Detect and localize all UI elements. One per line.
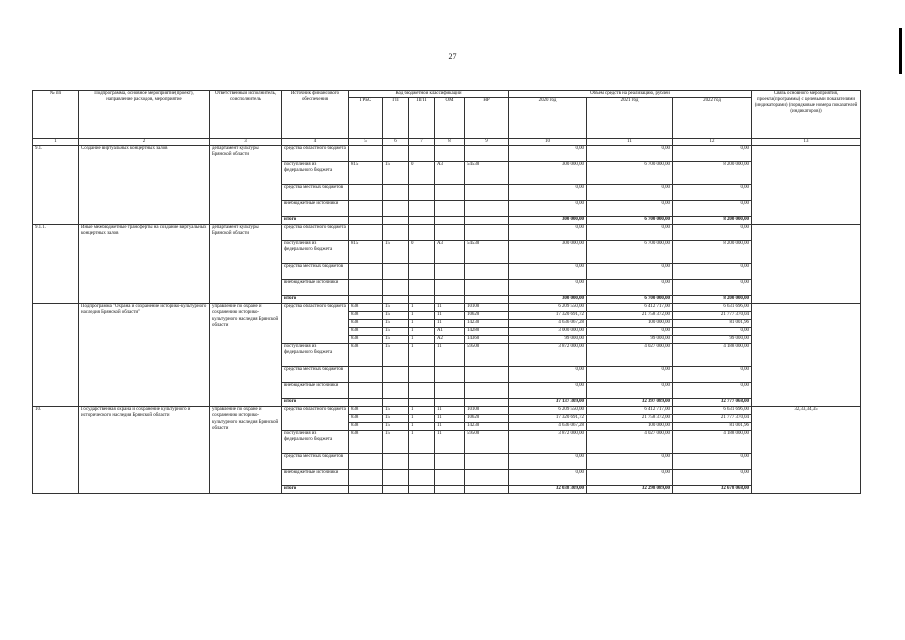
code-nr [465, 264, 509, 280]
value-2020: 32 038 309,00 [509, 486, 587, 494]
code-om: 11 [435, 407, 465, 415]
code-nr [465, 280, 509, 296]
column-number-row [33, 139, 861, 146]
code-gp [383, 264, 409, 280]
column-number: 10 [509, 139, 587, 146]
code-pgp: 1 [409, 423, 435, 431]
value-2021: 100 000,00 [587, 320, 673, 328]
header-subprogram: Подпрограмма, основное мероприятие(проект), направление расходов, мероприятие [79, 91, 210, 139]
value-2021: 0,00 [587, 367, 673, 383]
header-link: Связь основного мероприятия, проекта(программы) с целевыми показателями (индикаторами) (порядковые номера показателей (индикаторов)) [752, 91, 861, 139]
value-2020: 17 320 691,72 [509, 312, 587, 320]
code-grbs: 815 [349, 241, 383, 264]
source-name: средства местных бюджетов [282, 264, 349, 280]
code-nr: 54530 [465, 162, 509, 185]
page-number: 27 [448, 52, 457, 61]
code-gp [383, 217, 409, 225]
source-name: средства местных бюджетов [282, 454, 349, 470]
source-name: внебюджетные источники [282, 383, 349, 399]
table-row [33, 407, 861, 415]
value-2022: 0,00 [673, 146, 752, 162]
code-nr: 10100 [465, 304, 509, 312]
code-gp [383, 367, 409, 383]
source-name: средства областного бюджета [282, 225, 349, 241]
code-om: А3 [435, 162, 465, 185]
value-2020: 0,00 [509, 225, 587, 241]
code-gp: 15 [383, 431, 409, 454]
code-nr: 54530 [465, 241, 509, 264]
header-source: Источник финансового обеспечения [282, 91, 349, 139]
code-om [435, 185, 465, 201]
table-row [33, 225, 861, 241]
code-om [435, 264, 465, 280]
value-2021: 6 700 000,00 [587, 241, 673, 264]
code-gp: 15 [383, 320, 409, 328]
header-executor: Ответственный исполнитель, соисполнитель [210, 91, 282, 139]
code-gp: 15 [383, 407, 409, 415]
code-pgp [409, 470, 435, 486]
code-gp: 15 [383, 304, 409, 312]
code-gp: 15 [383, 423, 409, 431]
value-2021: 0,00 [587, 264, 673, 280]
code-pgp [409, 486, 435, 494]
value-2021: 6 412 717,00 [587, 407, 673, 415]
code-pgp [409, 296, 435, 304]
header-row [33, 91, 861, 98]
column-number: 6 [383, 139, 409, 146]
code-pgp [409, 217, 435, 225]
code-grbs [349, 399, 383, 407]
item-name: Подпрограмма "Охрана и сохранение историко-культурного наследия Брянской области" [79, 304, 210, 407]
header-num: № пп [33, 91, 79, 139]
code-om [435, 280, 465, 296]
code-om [435, 399, 465, 407]
value-2022: 0,00 [673, 280, 752, 296]
value-2020: 3 872 000,00 [509, 431, 587, 454]
code-om [435, 383, 465, 399]
code-nr: 14230 [465, 423, 509, 431]
code-gp [383, 296, 409, 304]
code-pgp [409, 225, 435, 241]
value-2021: 21 758 372,00 [587, 415, 673, 423]
code-grbs [349, 280, 383, 296]
value-2021: 0,00 [587, 225, 673, 241]
column-number: 2 [79, 139, 210, 146]
code-pgp: 1 [409, 344, 435, 367]
item-number: 9.1.1. [33, 225, 79, 304]
code-om: А3 [435, 241, 465, 264]
code-nr [465, 486, 509, 494]
header-volume: Объем средств на реализацию, рублей [509, 91, 752, 98]
item-executor: департамент культуры Брянской области [210, 146, 282, 225]
budget-table [32, 90, 861, 494]
value-2022: 0,00 [673, 454, 752, 470]
header-pgp: ПГП [409, 98, 435, 139]
code-grbs: 838 [349, 328, 383, 336]
code-nr [465, 185, 509, 201]
value-2021: 0,00 [587, 280, 673, 296]
header-y2020: 2020 год [509, 98, 587, 139]
value-2020: 0,00 [509, 454, 587, 470]
value-2020: 17 320 691,72 [509, 415, 587, 423]
code-gp [383, 185, 409, 201]
code-nr: 14360 [465, 336, 509, 344]
value-2021: 99 000,00 [587, 336, 673, 344]
header-gp: ГП [383, 98, 409, 139]
source-name: средства областного бюджета [282, 304, 349, 344]
source-name: средства областного бюджета [282, 146, 349, 162]
value-2022: 8 200 000,00 [673, 241, 752, 264]
code-pgp [409, 280, 435, 296]
value-2022: 32 678 068,00 [673, 486, 752, 494]
column-number: 11 [587, 139, 673, 146]
header-grbs: ГРБС [349, 98, 383, 139]
value-2021: 0,00 [587, 470, 673, 486]
source-name: внебюджетные источники [282, 280, 349, 296]
code-om: 11 [435, 320, 465, 328]
value-2021: 0,00 [587, 201, 673, 217]
source-name: поступления из федерального бюджета [282, 162, 349, 185]
value-2022: 0,00 [673, 225, 752, 241]
value-2022: 8 200 000,00 [673, 296, 752, 304]
code-grbs [349, 146, 383, 162]
value-2022: 32 777 068,00 [673, 399, 752, 407]
item-executor: управление по охране и сохранению историко-культурного наследия Брянской области [210, 407, 282, 494]
code-pgp: 1 [409, 407, 435, 415]
value-2022: 8 200 000,00 [673, 217, 752, 225]
code-pgp [409, 264, 435, 280]
column-number: 1 [33, 139, 79, 146]
value-2021: 100 000,00 [587, 423, 673, 431]
table-row [33, 146, 861, 162]
code-grbs [349, 470, 383, 486]
value-2022: 6 631 696,00 [673, 304, 752, 312]
code-nr [465, 367, 509, 383]
value-2022: 0,00 [673, 185, 752, 201]
value-2021: 6 700 000,00 [587, 217, 673, 225]
code-pgp [409, 185, 435, 201]
value-2020: 0,00 [509, 280, 587, 296]
code-gp: 15 [383, 336, 409, 344]
value-2022: 0,00 [673, 264, 752, 280]
total-label: итого [282, 399, 349, 407]
code-grbs [349, 264, 383, 280]
value-2020: 99 000,00 [509, 336, 587, 344]
code-nr [465, 383, 509, 399]
value-2020: 0,00 [509, 367, 587, 383]
code-grbs: 838 [349, 423, 383, 431]
code-om [435, 367, 465, 383]
source-name: поступления из федерального бюджета [282, 241, 349, 264]
code-grbs: 838 [349, 336, 383, 344]
value-2020: 3 872 000,00 [509, 344, 587, 367]
value-2020: 4 636 067,28 [509, 320, 587, 328]
value-2020: 0,00 [509, 470, 587, 486]
value-2021: 4 027 000,00 [587, 431, 673, 454]
code-om [435, 225, 465, 241]
code-nr [465, 146, 509, 162]
code-pgp [409, 367, 435, 383]
value-2022: 0,00 [673, 470, 752, 486]
value-2021: 0,00 [587, 383, 673, 399]
value-2020: 6 209 550,00 [509, 304, 587, 312]
code-om: 11 [435, 344, 465, 367]
code-pgp [409, 383, 435, 399]
source-name: средства местных бюджетов [282, 185, 349, 201]
item-number: 10. [33, 407, 79, 494]
code-gp [383, 470, 409, 486]
code-nr [465, 225, 509, 241]
code-om [435, 217, 465, 225]
code-pgp: 1 [409, 304, 435, 312]
code-gp: 15 [383, 328, 409, 336]
value-2020: 300 000,00 [509, 217, 587, 225]
value-2020: 0,00 [509, 383, 587, 399]
total-label: итого [282, 296, 349, 304]
value-2022: 4 188 000,00 [673, 344, 752, 367]
item-executor: департамент культуры Брянской области [210, 225, 282, 304]
code-grbs: 838 [349, 304, 383, 312]
column-number: 9 [465, 139, 509, 146]
value-2021: 6 412 717,00 [587, 304, 673, 312]
code-om [435, 470, 465, 486]
code-nr: 10620 [465, 415, 509, 423]
value-2022: 21 777 370,04 [673, 415, 752, 423]
item-number [33, 304, 79, 407]
value-2020: 300 000,00 [509, 241, 587, 264]
value-2022: 0,00 [673, 367, 752, 383]
code-pgp: 1 [409, 328, 435, 336]
value-2020: 300 000,00 [509, 296, 587, 304]
code-pgp: 1 [409, 336, 435, 344]
code-nr [465, 454, 509, 470]
code-grbs: 838 [349, 431, 383, 454]
indicator-link: 32,33,34,35 [752, 407, 861, 494]
value-2020: 0,00 [509, 201, 587, 217]
column-number: 13 [752, 139, 861, 146]
code-grbs: 838 [349, 407, 383, 415]
code-gp [383, 399, 409, 407]
value-2020: 0,00 [509, 185, 587, 201]
value-2021: 0,00 [587, 454, 673, 470]
value-2021: 32 298 089,00 [587, 486, 673, 494]
code-gp [383, 146, 409, 162]
code-grbs: 838 [349, 312, 383, 320]
code-om [435, 146, 465, 162]
value-2021: 32 397 089,00 [587, 399, 673, 407]
code-gp [383, 201, 409, 217]
code-grbs [349, 225, 383, 241]
code-nr: 59500 [465, 344, 509, 367]
code-om: 11 [435, 304, 465, 312]
code-grbs [349, 201, 383, 217]
code-pgp [409, 146, 435, 162]
header-y2021: 2021 год [587, 98, 673, 139]
table-row [33, 304, 861, 312]
column-number: 4 [282, 139, 349, 146]
value-2022: 8 200 000,00 [673, 162, 752, 185]
source-name: внебюджетные источники [282, 470, 349, 486]
code-om: 11 [435, 312, 465, 320]
indicator-link [752, 146, 861, 225]
value-2021: 6 700 000,00 [587, 296, 673, 304]
code-nr: 14230 [465, 320, 509, 328]
code-pgp: 0 [409, 162, 435, 185]
code-grbs: 815 [349, 162, 383, 185]
item-name: Государственная охрана и сохранение культурного и исторического наследия Брянской области [79, 407, 210, 494]
header-budget-code: Код бюджетной классификации [349, 91, 509, 98]
value-2022: 6 631 696,00 [673, 407, 752, 415]
value-2020: 0,00 [509, 264, 587, 280]
code-grbs [349, 486, 383, 494]
source-name: внебюджетные источники [282, 201, 349, 217]
value-2020: 3 000 000,00 [509, 328, 587, 336]
source-name: поступления из федерального бюджета [282, 344, 349, 367]
code-om [435, 454, 465, 470]
code-gp: 15 [383, 312, 409, 320]
item-number: 9.1. [33, 146, 79, 225]
item-executor: управление по охране и сохранению историко-культурного наследия Брянской области [210, 304, 282, 407]
code-nr [465, 470, 509, 486]
code-grbs [349, 454, 383, 470]
code-gp [383, 280, 409, 296]
code-om [435, 201, 465, 217]
code-grbs [349, 185, 383, 201]
code-om [435, 486, 465, 494]
code-nr: 10620 [465, 312, 509, 320]
value-2020: 37 137 309,00 [509, 399, 587, 407]
value-2022: 81 001,96 [673, 320, 752, 328]
code-pgp [409, 454, 435, 470]
value-2020: 0,00 [509, 146, 587, 162]
indicator-link [752, 225, 861, 304]
code-gp: 15 [383, 241, 409, 264]
code-pgp: 0 [409, 241, 435, 264]
code-grbs [349, 217, 383, 225]
value-2022: 0,00 [673, 201, 752, 217]
value-2021: 21 758 372,00 [587, 312, 673, 320]
code-nr: 14280 [465, 328, 509, 336]
code-nr: 59500 [465, 431, 509, 454]
value-2022: 99 000,00 [673, 336, 752, 344]
header-y2022: 2022 год [673, 98, 752, 139]
code-om: А2 [435, 336, 465, 344]
column-number: 5 [349, 139, 383, 146]
code-om: 11 [435, 431, 465, 454]
header-om: ОМ [435, 98, 465, 139]
code-grbs: 838 [349, 320, 383, 328]
value-2020: 300 000,00 [509, 162, 587, 185]
code-pgp: 1 [409, 431, 435, 454]
value-2021: 0,00 [587, 146, 673, 162]
code-nr [465, 201, 509, 217]
code-grbs [349, 383, 383, 399]
code-nr [465, 296, 509, 304]
value-2022: 21 777 370,04 [673, 312, 752, 320]
code-gp [383, 454, 409, 470]
value-2020: 6 209 550,00 [509, 407, 587, 415]
column-number: 8 [435, 139, 465, 146]
total-label: итого [282, 217, 349, 225]
value-2021: 0,00 [587, 328, 673, 336]
code-grbs [349, 296, 383, 304]
code-pgp: 1 [409, 415, 435, 423]
column-number: 7 [409, 139, 435, 146]
scan-margin-mark [899, 28, 902, 74]
total-label: итого [282, 486, 349, 494]
value-2022: 0,00 [673, 328, 752, 336]
code-gp: 15 [383, 344, 409, 367]
code-pgp: 1 [409, 312, 435, 320]
code-grbs: 838 [349, 344, 383, 367]
item-name: Иные межбюджетные трансферты на создание виртуальных концертных залов [79, 225, 210, 304]
value-2021: 6 700 000,00 [587, 162, 673, 185]
code-nr [465, 399, 509, 407]
code-pgp: 1 [409, 320, 435, 328]
code-gp [383, 383, 409, 399]
code-grbs [349, 367, 383, 383]
code-om: А1 [435, 328, 465, 336]
code-gp: 15 [383, 162, 409, 185]
code-grbs: 838 [349, 415, 383, 423]
code-om: 11 [435, 423, 465, 431]
indicator-link [752, 304, 861, 407]
code-pgp [409, 399, 435, 407]
code-gp [383, 486, 409, 494]
code-om [435, 296, 465, 304]
code-gp: 15 [383, 415, 409, 423]
item-name: Создание виртуальных концертных залов [79, 146, 210, 225]
column-number: 3 [210, 139, 282, 146]
value-2022: 81 001,96 [673, 423, 752, 431]
code-om: 11 [435, 415, 465, 423]
value-2022: 0,00 [673, 383, 752, 399]
value-2021: 0,00 [587, 185, 673, 201]
column-number: 12 [673, 139, 752, 146]
source-name: поступления из федерального бюджета [282, 431, 349, 454]
header-nr: НР [465, 98, 509, 139]
code-pgp [409, 201, 435, 217]
value-2022: 4 188 000,00 [673, 431, 752, 454]
code-nr: 10100 [465, 407, 509, 415]
value-2020: 4 636 067,28 [509, 423, 587, 431]
code-gp [383, 225, 409, 241]
source-name: средства областного бюджета [282, 407, 349, 431]
code-nr [465, 217, 509, 225]
value-2021: 4 027 000,00 [587, 344, 673, 367]
source-name: средства местных бюджетов [282, 367, 349, 383]
